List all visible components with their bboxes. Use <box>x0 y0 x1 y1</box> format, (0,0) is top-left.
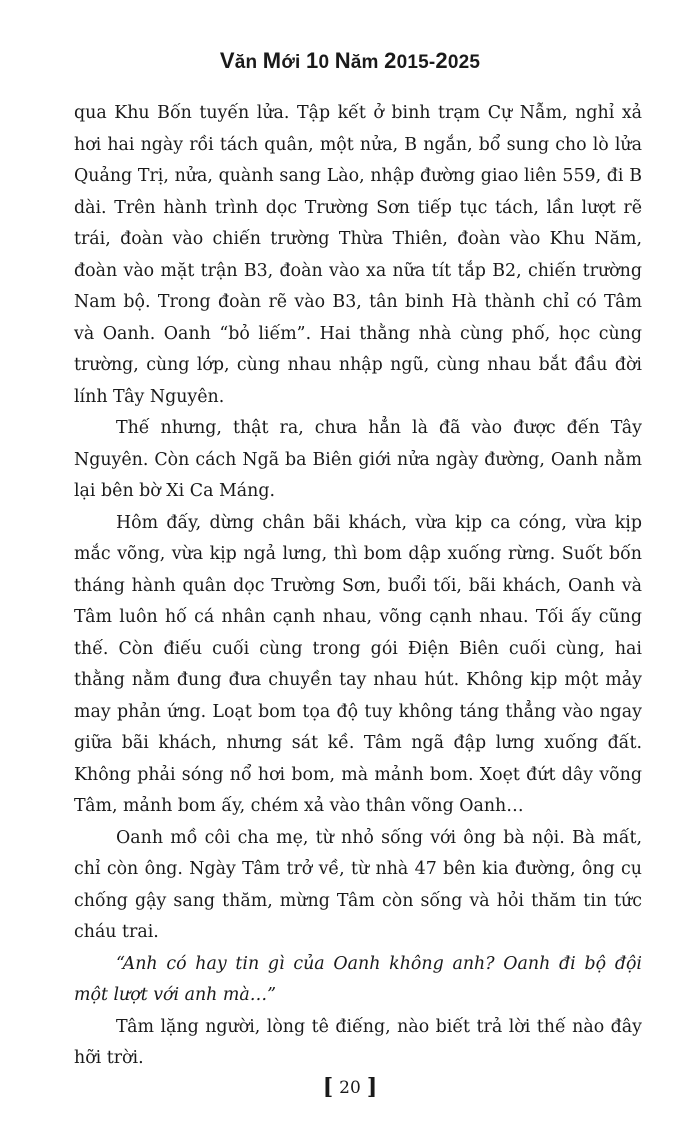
header-text: ăm <box>350 52 385 73</box>
running-header <box>0 48 700 74</box>
paragraph: Hôm đấy, dừng chân bãi khách, vừa kịp ca cóng, vừa kịp mắc võng, vừa kịp ngả lưng, thì bom dập xuống rừng. Suốt bốn tháng hành quân dọc Trường Sơn, buổi tối, bãi khách, Oanh và Tâm luôn hố cá nhân cạnh nhau, võng cạnh nhau. Tối ấy cũng thế. Còn điếu cuối cùng trong gói Điện Biên cuối cùng, hai thằng nằm đung đưa chuyền tay nhau hút. Không kịp một mảy may phản ứng. Loạt bom tọa độ tuy không táng thẳng vào ngay giữa bãi khách, nhưng sát kề. Tâm ngã đập lưng xuống đất. Không phải sóng nổ hơi bom, mà mảnh bom. Xoẹt đứt dây võng Tâm, mảnh bom ấy, chém xả vào thân võng Oanh… <box>74 512 642 816</box>
header-text: 0 <box>318 52 335 73</box>
header-text: ăn <box>234 52 263 73</box>
page-number-open-bracket: [ <box>322 1074 334 1100</box>
paragraph: qua Khu Bốn tuyến lửa. Tập kết ở binh trạm Cự Nẫm, nghỉ xả hơi hai ngày rồi tách quân, một nửa, B ngắn, bổ sung cho lò lửa Quảng Trị, nửa, quành sang Lào, nhập đường giao liên 559, đi B dài. Trên hành trình dọc Trường Sơn tiếp tục tách, lần lượt rẽ trái, đoàn vào chiến trường Thừa Thiên, đoàn vào Khu Năm, đoàn vào mặt trận B3, đoàn vào xa nữa tít tắp B2, chiến trường Nam bộ. Trong đoàn rẽ vào B3, tân binh Hà thành chỉ có Tâm và Oanh. Oanh “bỏ liếm”. Hai thằng nhà cùng phố, học cùng trường, cùng lớp, cùng nhau nhập ngũ, cùng nhau bắt đầu đời lính Tây Nguyên. <box>74 103 642 407</box>
header-initial: 2 <box>384 48 397 73</box>
paragraph: Tâm lặng người, lòng tê điếng, nào biết trả lời thế nào đây hỡi trời. <box>74 1016 642 1068</box>
quoted-paragraph: “Anh có hay tin gì của Oanh không anh? Oanh đi bộ đội một lượt với anh mà…” <box>74 953 642 1005</box>
header-text: 025 <box>447 52 481 73</box>
header-text: ới <box>281 52 306 73</box>
paragraph: Thế nhưng, thật ra, chưa hẳn là đã vào được đến Tây Nguyên. Còn cách Ngã ba Biên giới nửa ngày đường, Oanh nằm lại bên bờ Xi Ca Máng. <box>74 418 642 501</box>
page-number-close-bracket: ] <box>366 1074 378 1100</box>
header-initial: M <box>262 48 282 73</box>
header-initial: 1 <box>306 48 319 73</box>
header-initial: V <box>219 48 235 73</box>
page-body <box>74 98 642 1075</box>
paragraph: Oanh mồ côi cha mẹ, từ nhỏ sống với ông bà nội. Bà mất, chỉ còn ông. Ngày Tâm trở về, từ nhà 47 bên kia đường, ông cụ chống gậy sang thăm, mừng Tâm còn sống và hỏi thăm tin tức cháu trai. <box>74 827 642 942</box>
page-number-value: 20 <box>339 1078 361 1098</box>
header-initial: N <box>334 48 351 73</box>
header-text: 015- <box>396 52 436 73</box>
header-initial: 2 <box>435 48 448 73</box>
page-number <box>0 1074 700 1100</box>
